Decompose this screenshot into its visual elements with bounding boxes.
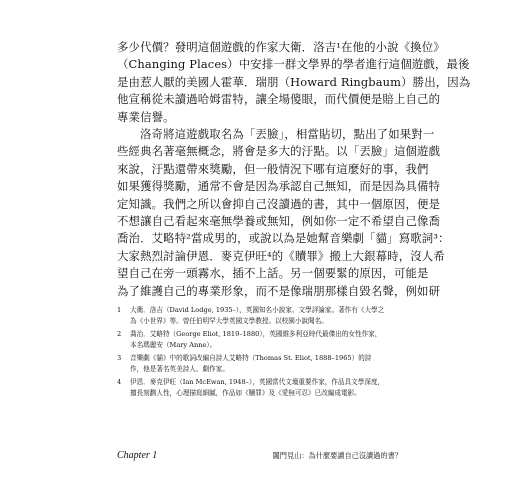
footnote [117, 353, 402, 374]
footnote-line: 音樂劇《貓》中的歌詞改編自詩人艾略特（Thomas St. Eliot, 1888–1965）的詩 [130, 354, 372, 362]
footnote-line: 大衛．洛吉（David Lodge, 1935–），英國知名小說家、文學評論家。著作有《大學之 [130, 306, 385, 314]
footnote-number: 2 [117, 330, 122, 338]
body-line: 多少代價？發明這個遊戲的作家大衛．洛吉¹在他的小說《換位》 [117, 40, 445, 54]
body-line: 喬治．艾略特²當成男的，或說以為是她幫音樂劇「貓」寫歌詞³： [117, 231, 450, 246]
body-line: 是由惹人厭的美國人霍華．瑞朋（Howard Ringbaum）勝出，因為 [117, 74, 471, 89]
running-title: 闔門見山：為什麼要讀自己沒讀過的書？ [272, 451, 402, 460]
footnote-line: 為《小世界》等。曾任伯明罕大學英國文學教授。以校園小說聞名。 [130, 316, 328, 325]
chapter-label: Chapter 1 [117, 450, 158, 461]
footnote-line: 作，他是著名英美詩人、劇作家。 [130, 364, 229, 373]
body-line: 大家熱烈討論伊恩．麥克伊旺⁴的《贖罪》搬上大銀幕時，沒人希 [117, 248, 445, 263]
body-line: 定知識。我們之所以會抑自己沒讀過的書，其中一個原因，便是 [117, 196, 441, 211]
footnote-line: 伊恩．麥克伊旺（Ian McEwan, 1948–），英國當代文壇重要作家，作品具文學深度， [130, 378, 385, 386]
body-line: （Changing Places）中安排一群文學界的學者進行這個遊戲，最後 [117, 57, 470, 72]
footnote [117, 377, 402, 398]
body-line: 些經典名著毫無概念，將會是多大的汙點。以「丟臉」這個遊戲 [117, 144, 441, 159]
footnote-line: 本名瑪麗安（Mary Anne）。 [130, 340, 217, 349]
footnote-line: 喬治．艾略特（George Eliot, 1819–1880），英國維多利亞時代最傑出的女性作家， [130, 330, 382, 338]
body-line: 為了維護自己的專業形象，而不是像瑞朋那樣自毀名聲，例如研 [117, 283, 441, 298]
footnote-number: 4 [117, 378, 122, 386]
body-line: 來說，汙點還帶來獎勵，但一般情況下哪有這麼好的事，我們 [117, 161, 429, 176]
footnotes [117, 305, 402, 401]
body-line: 他宣稱從未讀過哈姆雷特，讓全場傻眼，而代價便是賠上自己的 [117, 92, 441, 107]
body-text [117, 39, 471, 300]
body-line: 如果獲得獎勵，通常不會是因為承認自己無知，而是因為具備特 [117, 179, 441, 194]
footnote-line: 擅長刻劃人性，心理描寫細膩，作品如《贖罪》及《愛無可忍》已改編成電影。 [130, 388, 361, 397]
body-line: 專業信譽。 [117, 109, 175, 124]
footnote [117, 329, 402, 350]
footnote [117, 305, 402, 326]
body-line: 洛奇將這遊戲取名為「丟臉」，相當貼切，點出了如果對一 [140, 127, 435, 142]
footnote-number: 3 [117, 354, 122, 362]
body-line: 不想讓自己看起來毫無學養或無知，例如你一定不希望自己像喬 [117, 214, 441, 229]
body-line: 望自己在旁一頭霧水，插不上話。另一個要緊的原因，可能是 [117, 266, 429, 281]
footnote-number: 1 [117, 306, 122, 314]
